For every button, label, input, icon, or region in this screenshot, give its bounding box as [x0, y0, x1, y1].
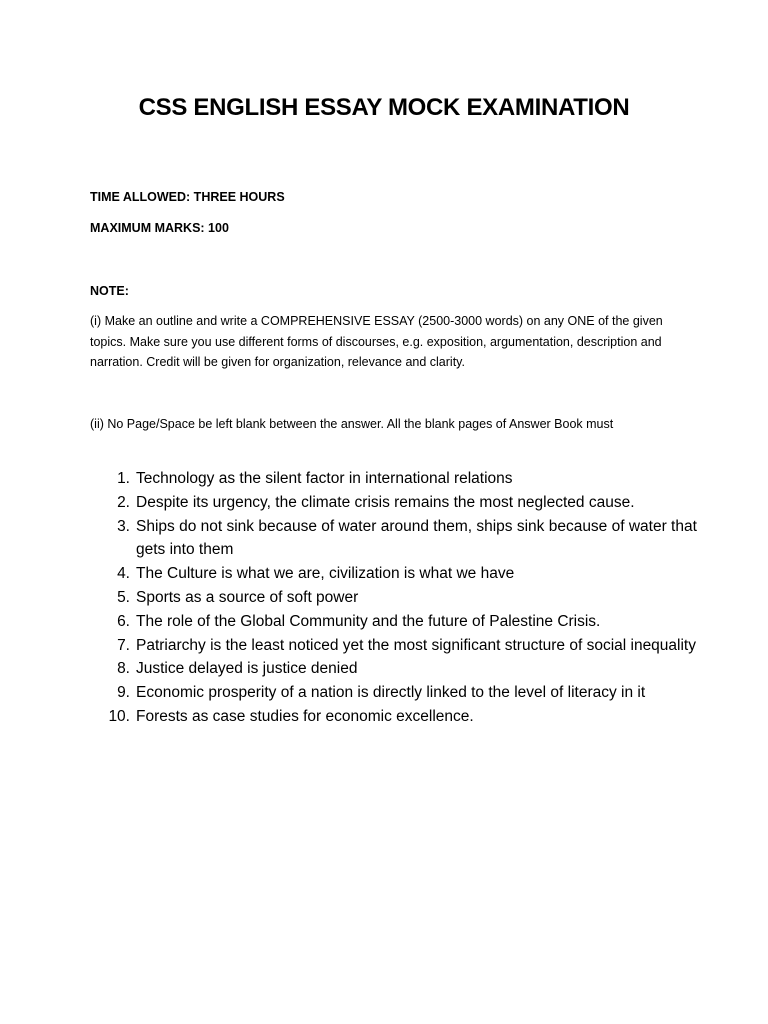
topic-number: 10.: [108, 707, 130, 725]
topic-number: 4.: [117, 565, 130, 583]
note-heading: NOTE:: [90, 284, 129, 298]
time-allowed: TIME ALLOWED: THREE HOURS: [90, 190, 285, 204]
topic-text: Despite its urgency, the climate crisis remains the most neglected cause.: [136, 493, 635, 511]
topic-text: The Culture is what we are, civilization is what we have: [136, 565, 515, 583]
topic-item: [98, 586, 698, 610]
topic-item: [98, 705, 698, 729]
topic-text: Forests as case studies for economic excellence.: [136, 707, 474, 725]
topic-number: 6.: [117, 612, 130, 630]
topic-number: 2.: [117, 493, 130, 511]
topic-item: [98, 562, 698, 586]
topic-number: 3.: [117, 517, 130, 535]
topic-number: 8.: [117, 660, 130, 678]
topic-text: Patriarchy is the least noticed yet the most significant structure of social inequality: [136, 636, 696, 654]
topic-item: [98, 610, 698, 634]
topic-text: The role of the Global Community and the future of Palestine Crisis.: [136, 612, 601, 630]
topic-item: [98, 491, 698, 515]
topic-number: 1.: [117, 470, 130, 487]
topic-text: Economic prosperity of a nation is directly linked to the level of literacy in it: [136, 684, 646, 702]
topic-item: [98, 467, 698, 491]
maximum-marks: MAXIMUM MARKS: 100: [90, 221, 229, 235]
topic-text: Justice delayed is justice denied: [136, 660, 358, 678]
topic-number: 9.: [117, 684, 130, 702]
topic-text: Sports as a source of soft power: [136, 588, 359, 606]
topic-list: [98, 467, 698, 729]
topic-text: Ships do not sink because of water around them, ships sink because of water that gets into them: [136, 517, 697, 559]
topic-number: 5.: [117, 588, 130, 606]
topic-item: [98, 681, 698, 705]
page-title: CSS ENGLISH ESSAY MOCK EXAMINATION: [138, 94, 630, 121]
topic-number: 7.: [117, 636, 130, 654]
note-instruction-1: (i) Make an outline and write a COMPREHENSIVE ESSAY (2500-3000 words) on any ONE of the given topics. Make sure you use different forms of discourses, e.g. exposition, argumentation, description and narration. Credit will be given for organization, relevance and clarity.: [90, 314, 663, 369]
topic-item: [98, 634, 698, 658]
topic-item: [98, 657, 698, 681]
topic-text: Technology as the silent factor in international relations: [136, 470, 513, 487]
topic-item: [98, 515, 698, 563]
note-instruction-2: (ii) No Page/Space be left blank between the answer. All the blank pages of Answer Book must: [90, 417, 614, 431]
